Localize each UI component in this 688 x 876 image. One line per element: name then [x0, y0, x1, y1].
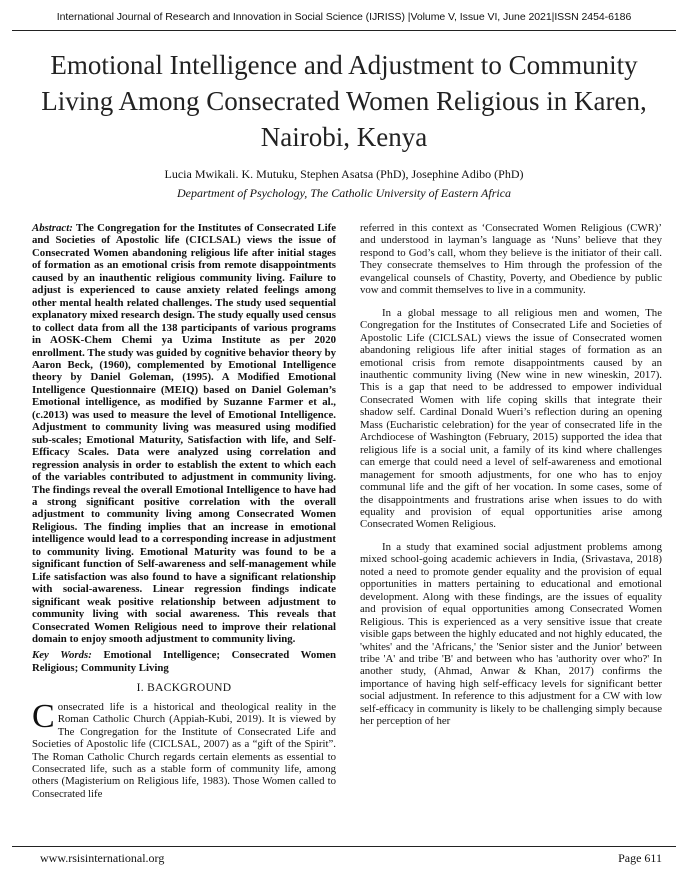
left-column [32, 222, 336, 800]
background-paragraph-1 [32, 697, 336, 801]
drop-cap: C [32, 697, 55, 735]
background-paragraph-1-text: onsecrated life is a historical and theological reality in the Roman Catholic Church (Appiah-Kubi, 2019). It is viewed by The Congregation for the Institute of Consecrated Life and Societies of Apostolic life (CICLSAL, 2007) as a “gift of the Spirit”. The Roman Catholic Church regards certain elements as essential to Consecrated life, such as a stable form of community life, among others (Magisterium on Religious life, 1983). Those Women called to Consecrated life [32, 700, 336, 800]
footer-rule [12, 846, 676, 847]
paper-title: Emotional Intelligence and Adjustment to Community Living Among Consecrated Women Religious in Karen, Nairobi, Kenya [41, 50, 647, 152]
keywords [32, 649, 336, 674]
footer-page-number: Page 611 [618, 851, 662, 865]
section-heading-background: I. BACKGROUND [136, 682, 232, 695]
abstract-label: Abstract: [32, 222, 73, 234]
right-paragraph-3: In a study that examined social adjustment problems among mixed school-going academic achievers in India, (Srivastava, 2018) noted a need to promote gender equality and the provision of equal opportunities in matters pertaining to educational and emotional development. Along with these findings, are the issues of equality and provision of equal opportunities among Consecrated Women Religious. This is experienced as a very sensitive issue that create visible gaps between the highly educated and not highly educated, the 'whites' and the 'Africans,' the 'Senior sister and the Junior' between tribe 'A' and tribe 'B' and between who has 'authority over who?' In another study, (Ahmad, Anwar & Khan, 2017) confirms the importance of having high self-efficacy levels for significant better social adjustment. In reference to this adjustment for a CW with low self-efficacy in community is likely to be challenging simply because her perception of her [360, 540, 662, 728]
right-paragraph-2: In a global message to all religious men and women, The Congregation for the Institutes of Consecrated Life and Societies of Apostolic Life (CICLSAL) views the issue of Consecrated women abandoning religious life after initial stages of formation as an emotional crisis from remote disappointments caused by an inauthentic community living (New wine in new wineskin, 2017). This is a gap that need to be addressed to empower individual Consecrated Women with life coping skills that integrate their shadow self. Cardinal Donald Wueri’s reflection during an opening Mass (Eucharistic celebration) for the year of consecrated life in the Archdiocese of Washington (February, 2015) supported the idea that religious life is a social unit, a family of its kind where challenges can emerge that could need a level of self-awareness and emotional management for smooth adjustments, for one who has to enjoy communal life and the gift of her vocation. In some cases, some of the disappointments and frustrations arise when issues to do with equality and provision of equal opportunities arise among Consecrated Women Religious. [360, 306, 662, 531]
header-rule [12, 30, 676, 31]
abstract-text: The Congregation for the Institutes of Consecrated Life and Societies of Apostolic life (CICLSAL) views the issue of Consecrated Women abandoning religious life after initial stages of formation as an emotional crisis from remote disappointments caused by an inauthentic religious community living. Failure to adjust is experienced to cause anxiety related feelings among other mental health related challenges. The study used sequential explanatory mixed research design. The study equally used census to collect data from all the 138 participants of various programs in AOSK-Chem Chemi ya Uzima Institute as per 2020 enrollment. The study was guided by cognitive behavior theory by Aaron Beck, (1960), complemented by Emotional Intelligence theory by Daniel Goleman, (1995). A Modified Emotional Intelligence Questionnaire (MEIQ) based on Daniel Goleman’s Emotional intelligence, as modified by Suzanne Farmer et al., (c.2013) was used to measure the level of Emotional Intelligence. Adjustment to community living was measured using modified sub-scales; Emotional Maturity, Satisfaction with life, and Self-Efficacy Scales. Data were analyzed using correlation and regression analysis in order to establish the extent to which each of the variables contributed to adjustment in community living. The findings reveal the overall Emotional Intelligence to have had a strong significant positive correlation with the overall adjustment to community living among Consecrated Women Religious. The finding implies that an increase in emotional intelligence would lead to a corresponding increase in adjustment to community living. Emotional Maturity was found to be a significant function of Self-awareness and self-management while Life satisfaction was also found to have a significant relationship with social-awareness. Linear regression findings indicate significant weak positive relationship between adjustment to community living with social awareness. This reveals that Consecrated Women Religious need to improve their relational domain to enjoy smooth adjustment to community living. [32, 222, 336, 645]
affiliation: Department of Psychology, The Catholic University of Eastern Africa [176, 186, 512, 200]
abstract [32, 222, 336, 645]
keywords-text: Emotional Intelligence; Consecrated Women Religious; Community Living [32, 649, 337, 674]
footer-website: www.rsisinternational.org [40, 851, 165, 865]
right-column [360, 222, 662, 728]
right-paragraph-1: referred in this context as ‘Consecrated Women Religious (CWR)’ and understood in layman’s language as ‘Nuns’ believe that they respond to God’s call, whom they believe is the initiator of their call. They consecrate themselves to Him through the profession of the evangelical counsels of Chastity, Poverty, and Obedience by public vow and commit themselves to live in a community. [360, 222, 662, 297]
journal-header: International Journal of Research and Innovation in Social Science (IJRISS) |Volume V, Issue VI, June 2021|ISSN 2454-6186 [56, 11, 632, 23]
authors: Lucia Mwikali. K. Mutuku, Stephen Asatsa (PhD), Josephine Adibo (PhD) [164, 167, 524, 181]
keywords-label: Key Words: [32, 649, 92, 662]
